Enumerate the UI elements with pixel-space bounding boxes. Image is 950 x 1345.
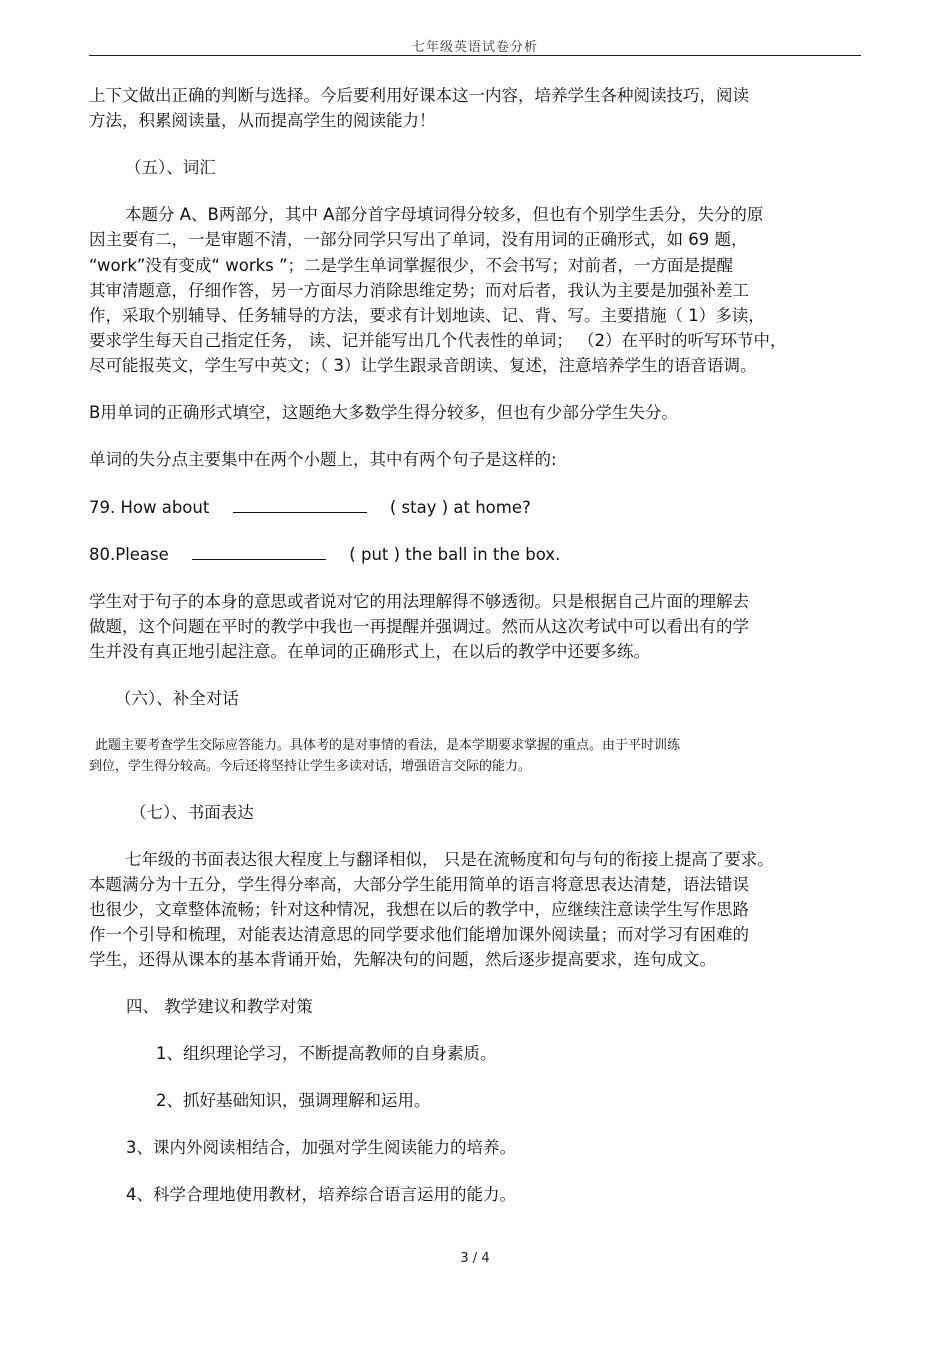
question-79-suffix: ( stay ) at home? — [389, 498, 531, 517]
question-80-prefix: 80.Please — [89, 545, 169, 564]
section5-para1-line-2: 因主要有二，一是审题不清，一部分同学只写出了单词，没有用词的正确形式，如 69 题， — [89, 230, 748, 249]
section5-para4-line-2: 做题，这个问题在平时的教学中我也一再提醒并强调过。然而从这次考试中可以看出有的学 — [89, 617, 749, 636]
section5-para1-line-5: 作，采取个别辅导、任务辅导的方法，要求有计划地读、记、背、写。主要措施（ 1）多读， — [89, 306, 765, 325]
intro-line-1: 上下文做出正确的判断与选择。今后要利用好课本这一内容，培养学生各种阅读技巧，阅读 — [89, 86, 749, 105]
question-80 — [89, 543, 560, 566]
section6-heading: （六）、补全对话 — [115, 689, 239, 708]
section5-para3: 单词的失分点主要集中在两个小题上，其中有两个句子是这样的: — [89, 450, 557, 469]
section7-para-line-2: 本题满分为十五分，学生得分率高，大部分学生能用简单的语言将意思表达清楚，语法错误 — [89, 875, 749, 894]
section5-para2: B用单词的正确形式填空，这题绝大多数学生得分较多，但也有少部分学生失分。 — [89, 403, 678, 422]
section5-para1-line-4: 其审清题意，仔细作答，另一方面尽力消除思维定势；而对后者，我认为主要是加强补差工 — [89, 281, 749, 300]
question-80-blank — [192, 543, 326, 560]
section7-para-line-4: 作一个引导和梳理，对能表达清意思的同学要求他们能增加课外阅读量；而对学习有困难的 — [89, 925, 749, 944]
section5-para4-line-1: 学生对于句子的本身的意思或者说对它的用法理解得不够透彻。只是根据自己片面的理解去 — [89, 592, 749, 611]
page-number: 3 / 4 — [460, 1251, 490, 1266]
question-79-prefix: 79. How about — [89, 498, 210, 517]
section6-para-line-2: 到位，学生得分较高。今后还将坚持让学生多读对话，增强语言交际的能力。 — [89, 759, 532, 774]
question-80-suffix: ( put ) the ball in the box. — [349, 545, 561, 564]
section5-heading: （五）、词汇 — [125, 158, 216, 177]
section6-para-line-1: 此题主要考查学生交际应答能力。具体考的是对事情的看法，是本学期要求掌握的重点。由于平时训练 — [95, 738, 681, 753]
running-header-title: 七年级英语试卷分析 — [411, 40, 538, 55]
part4-item-1: 1、组织理论学习，不断提高教师的自身素质。 — [156, 1044, 497, 1063]
section5-para1-line-6: 要求学生每天自己指定任务， 读、记并能写出几个代表性的单词； （2）在平时的听写环节中， — [89, 331, 787, 350]
part4-item-4: 4、科学合理地使用教材，培养综合语言运用的能力。 — [126, 1185, 516, 1204]
section7-para-line-3: 也很少，文章整体流畅；针对这种情况，我想在以后的教学中，应继续注意读学生写作思路 — [89, 900, 749, 919]
section7-para-line-1: 七年级的书面表达很大程度上与翻译相似， 只是在流畅度和句与句的衔接上提高了要求。 — [125, 850, 774, 869]
part4-item-3: 3、课内外阅读相结合，加强对学生阅读能力的培养。 — [126, 1138, 516, 1157]
section5-para1-line-7: 尽可能报英文，学生写中英文；（ 3）让学生跟录音朗读、复述，注意培养学生的语音语调。 — [89, 356, 757, 375]
section5-para4-line-3: 生并没有真正地引起注意。在单词的正确形式上，在以后的教学中还要多练。 — [89, 642, 650, 661]
section5-para1-line-3: “work”没有变成“ works ”；二是学生单词掌握很少，不会书写；对前者，一方面是提醒 — [89, 256, 734, 275]
question-79-blank — [233, 496, 367, 513]
section7-heading: （七）、书面表达 — [130, 803, 254, 822]
section7-para-line-5: 学生，还得从课本的基本背诵开始，先解决句的问题，然后逐步提高要求，连句成文。 — [89, 950, 716, 969]
section5-para1-line-1: 本题分 A、B两部分，其中 A部分首字母填词得分较多，但也有个别学生丢分，失分的原 — [125, 205, 764, 224]
part4-heading: 四、 教学建议和教学对策 — [126, 997, 313, 1016]
part4-item-2: 2、抓好基础知识，强调理解和运用。 — [156, 1091, 431, 1110]
header-rule — [89, 55, 861, 56]
intro-line-2: 方法，积累阅读量，从而提高学生的阅读能力！ — [89, 111, 436, 130]
question-79 — [89, 496, 531, 519]
